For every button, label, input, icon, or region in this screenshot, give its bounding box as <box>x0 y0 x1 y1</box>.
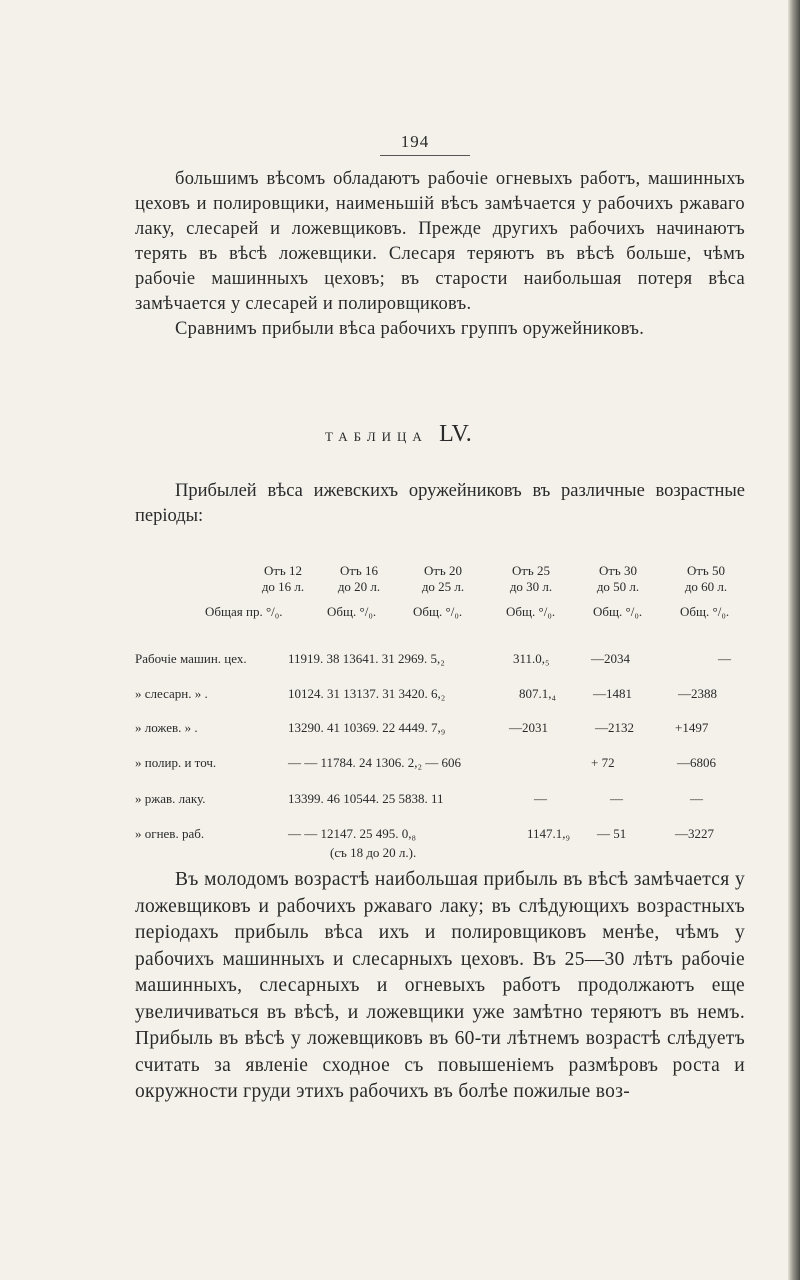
row-label: » слесарн. » . <box>135 686 208 701</box>
cell: 1147.1,₉ <box>527 826 571 841</box>
page-edge-shadow <box>788 0 800 1280</box>
subheader-1: Общая пр. °/₀. <box>205 604 283 619</box>
row-label: » огнев. раб. <box>135 826 205 841</box>
cell: —2132 <box>595 720 634 735</box>
table-footnote: (съ 18 до 20 л.). <box>330 845 417 860</box>
cell: —2034 <box>591 651 630 666</box>
cell: 311.0,₅ <box>513 651 550 666</box>
row-label: Рабочіе машин. цех. <box>135 651 247 666</box>
col-header-2-to: до 20 л. <box>337 579 381 594</box>
col-header-1-to: до 16 л. <box>261 579 305 594</box>
col-header-6-to: до 60 л. <box>684 579 728 594</box>
col-header-5 <box>582 563 654 595</box>
subheader-6: Общ. °/₀. <box>680 604 730 619</box>
cell: —1481 <box>593 686 632 701</box>
cell: +1497 <box>675 720 709 735</box>
cell: — — 12147. 25 495. 0,₈ <box>288 826 417 841</box>
col-header-4 <box>495 563 567 595</box>
col-header-5-to: до 50 л. <box>596 579 640 594</box>
cell: — <box>718 651 731 666</box>
subheader-3: Общ. °/₀. <box>413 604 463 619</box>
cell: — 51 <box>597 826 627 841</box>
col-header-1 <box>252 563 314 595</box>
col-header-3-to: до 25 л. <box>421 579 465 594</box>
table-title <box>325 421 585 448</box>
paragraph-conclusion-1: Въ молодомъ возрастѣ наибольшая прибыль въ вѣсѣ замѣчается у ложевщиковъ и рабочихъ ржаваго лаку; въ слѣдующихъ возрастныхъ періодахъ прибыль вѣса ихъ и полировщиковъ менѣе, чѣмъ у рабочихъ машинныхъ и слесарныхъ цеховъ. Въ 25—30 лѣтъ рабочіе машинныхъ, слесарныхъ и огневыхъ работъ продолжаютъ еще увеличиваться въ вѣсѣ, и ложевщики уже замѣтно теряютъ въ немъ. Прибыль въ вѣсѣ у ложевщиковъ въ 60-ти лѣтнемъ возрастѣ слѣдуетъ считать за явленіе сходное съ повышеніемъ размѣровъ роста и окружности груди этихъ рабочихъ въ болѣе пожилые воз- <box>135 869 745 1102</box>
cell: — <box>690 791 703 806</box>
col-header-6-from: Отъ 50 <box>686 563 726 578</box>
col-header-6 <box>670 563 742 595</box>
paragraph-conclusion <box>135 867 745 1106</box>
row-label: » ржав. лаку. <box>135 791 206 806</box>
cell: —3227 <box>675 826 714 841</box>
page-number-rule <box>380 155 470 156</box>
cell: 807.1,₄ <box>519 686 557 701</box>
table-row <box>0 651 780 671</box>
row-label: » полир. и точ. <box>135 755 217 770</box>
col-header-3 <box>408 563 478 595</box>
table-row <box>0 720 780 740</box>
subheader-2: Общ. °/₀. <box>327 604 377 619</box>
table-title-number: LV. <box>439 421 472 447</box>
table-row <box>0 755 780 775</box>
table-title-word: ТАБЛИЦА <box>325 429 428 444</box>
col-header-2-from: Отъ 16 <box>339 563 379 578</box>
cell: — <box>610 791 623 806</box>
col-header-3-from: Отъ 20 <box>423 563 463 578</box>
cell: — — 11784. 24 1306. 2,₂ — 606 <box>288 755 462 770</box>
subheader-5: Общ. °/₀. <box>593 604 643 619</box>
cell: 11919. 38 13641. 31 2969. 5,₂ <box>288 651 445 666</box>
cell: 10124. 31 13137. 31 3420. 6,₂ <box>288 686 446 701</box>
row-label: » ложев. » . <box>135 720 198 735</box>
table-caption: Прибылей вѣса ижевскихъ оружейниковъ въ различные возрастные періоды: <box>135 481 745 526</box>
paragraph-intro <box>135 167 745 342</box>
table-row <box>0 826 780 846</box>
cell: 13399. 46 10544. 25 5838. 11 <box>288 791 444 806</box>
table-row <box>0 791 780 811</box>
cell: 13290. 41 10369. 22 4449. 7,₉ <box>288 720 446 735</box>
cell: — <box>534 791 547 806</box>
cell: —2388 <box>678 686 717 701</box>
col-header-1-from: Отъ 12 <box>263 563 303 578</box>
table-row <box>0 686 780 706</box>
col-header-2 <box>326 563 392 595</box>
col-header-5-from: Отъ 30 <box>598 563 638 578</box>
cell: + 72 <box>591 755 615 770</box>
paragraph-intro-2: Сравнимъ прибыли вѣса рабочихъ группъ оружейниковъ. <box>175 319 645 339</box>
col-header-4-from: Отъ 25 <box>511 563 551 578</box>
cell: —2031 <box>509 720 548 735</box>
page-number: 194 <box>400 132 430 151</box>
paragraph-intro-1: большимъ вѣсомъ обладаютъ рабочіе огневыхъ работъ, машинныхъ цеховъ и полировщики, наименьшій вѣсъ замѣчается у рабочихъ ржаваго лаку, слесарей и ложевщиковъ. Прежде другихъ рабочихъ начинаютъ терять въ вѣсѣ ложевщики. Слесаря теряютъ въ вѣсѣ больше, чѣмъ рабочіе машинныхъ цеховъ; въ старости наибольшая потеря вѣса замѣчается у слесарей и полировщиковъ. <box>135 169 745 314</box>
subheader-4: Общ. °/₀. <box>506 604 556 619</box>
cell: —6806 <box>677 755 716 770</box>
col-header-4-to: до 30 л. <box>509 579 553 594</box>
